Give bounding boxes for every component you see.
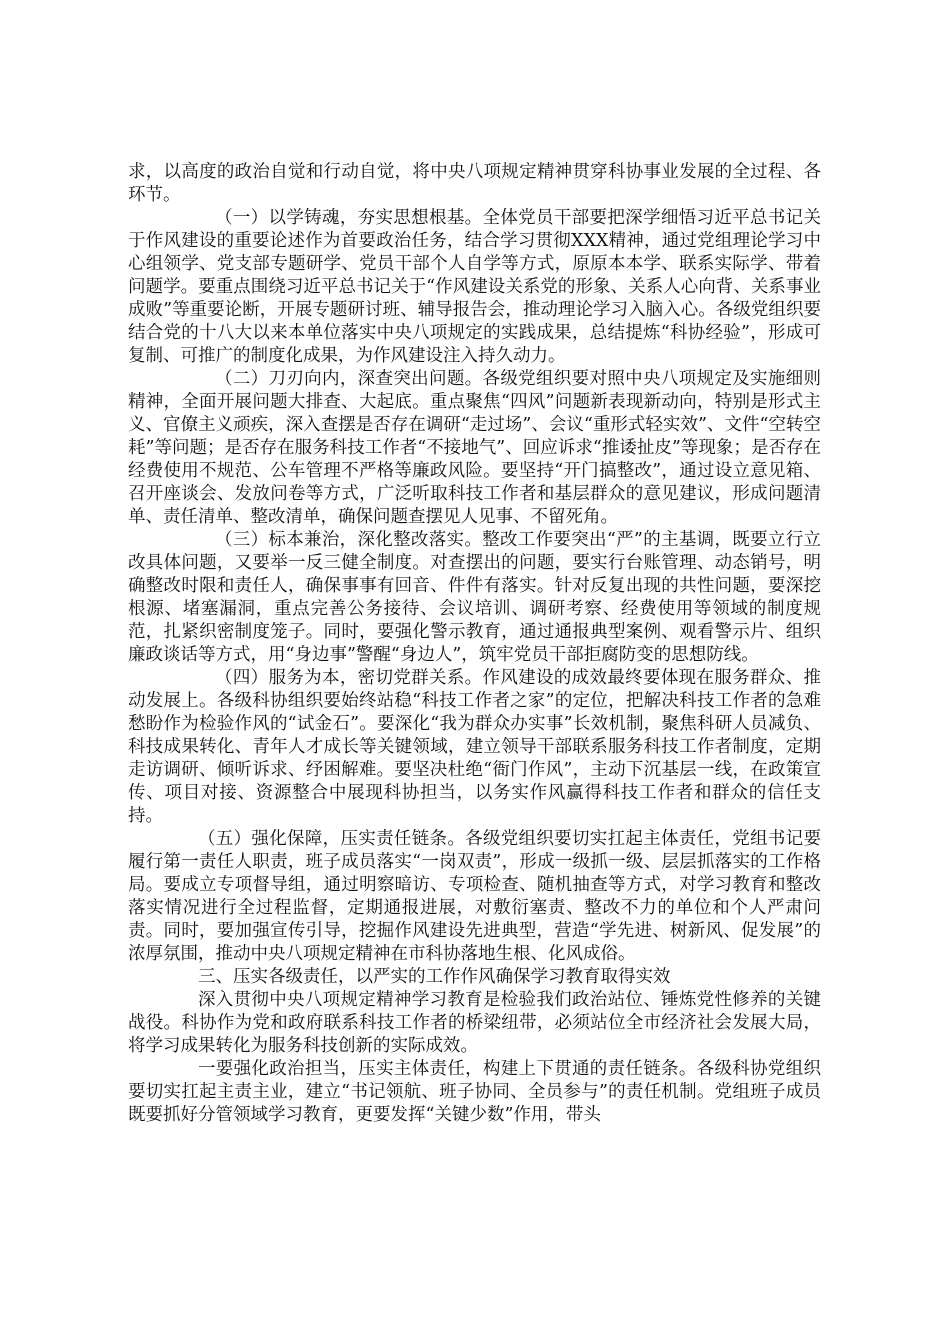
- paragraph-section-three: （三）标本兼治，深化整改落实。整改工作要突出“严”的主基调，既要立行立改具体问题，又要举一反三健全制度。对查摆出的问题，要实行台账管理、动态销号，明确整改时限和责任人，确保事事有回音、件件有落实。针对反复出现的共性问题，要深挖根源、堵塞漏洞，重点完善公务接待、会议培训、调研考察、经费使用等领域的制度规范，扎紧织密制度笼子。同时，要强化警示教育，通过通报典型案例、观看警示片、组织廉政谈话等方式，用“身边事”警醒“身边人”，筑牢党员干部拒腐防变的思想防线。: [128, 530, 821, 665]
- paragraph-responsibility-one: 一要强化政治担当，压实主体责任，构建上下贯通的责任链条。各级科协党组织要切实扛起主责主业，建立“书记领航、班子协同、全员参与”的责任机制。党组班子成员既要抓好分管领域学习教育，更要发挥“关键少数”作用，带头: [128, 1059, 821, 1125]
- paragraph-section-four: （四）服务为本，密切党群关系。作风建设的成效最终要体现在服务群众、推动发展上。各级科协组织要始终站稳“科技工作者之家”的定位，把解决科技工作者的急难愁盼作为检验作风的“试金石”。要深化“我为群众办实事”长效机制，聚焦科研人员减负、科技成果转化、青年人才成长等关键领域，建立领导干部联系服务科技工作者制度，定期走访调研、倾听诉求、纾困解难。要坚决杜绝“衙门作风”，主动下沉基层一线，在政策宣传、项目对接、资源整合中展现科协担当，以务实作风赢得科技工作者和群众的信任支持。: [128, 668, 821, 826]
- paragraph-section-three-intro: 深入贯彻中央八项规定精神学习教育是检验我们政治站位、锤炼党性修养的关键战役。科协作为党和政府联系科技工作者的桥梁纽带，必须站位全市经济社会发展大局，将学习成果转化为服务科技创新的实际成效。: [128, 990, 821, 1056]
- paragraph-continuation: 求，以高度的政治自觉和行动自觉，将中央八项规定精神贯穿科协事业发展的全过程、各环节。: [128, 162, 821, 205]
- paragraph-section-one: （一）以学铸魂，夯实思想根基。全体党员干部要把深学细悟习近平总书记关于作风建设的重要论述作为首要政治任务，结合学习贯彻XXX精神，通过党组理论学习中心组领学、党支部专题研学、党员干部个人自学等方式，原原本本学、联系实际学、带着问题学。要重点围绕习近平总书记关于“作风建设关系党的形象、关系人心向背、关系事业成败”等重要论断，开展专题研讨班、辅导报告会，推动理论学习入脑入心。各级党组织要结合党的十八大以来本单位落实中央八项规定的实践成果，总结提炼“科协经验”，形成可复制、可推广的制度化成果，为作风建设注入持久动力。: [128, 208, 821, 366]
- paragraph-section-five: （五）强化保障，压实责任链条。各级党组织要切实扛起主体责任，党组书记要履行第一责任人职责，班子成员落实“一岗双责”，形成一级抓一级、层层抓落实的工作格局。要成立专项督导组，通过明察暗访、专项检查、随机抽查等方式，对学习教育和整改落实情况进行全过程监督，定期通报进展，对敷衍塞责、整改不力的单位和个人严肃问责。同时，要加强宣传引导，挖掘作风建设先进典型，营造“学先进、树新风、促发展”的浓厚氛围，推动中央八项规定精神在市科协落地生根、化风成俗。: [128, 829, 821, 964]
- section-heading-three: 三、压实各级责任，以严实的工作作风确保学习教育取得实效: [198, 967, 671, 987]
- document-body: [128, 161, 821, 1127]
- paragraph-section-two: （二）刀刃向内，深查突出问题。各级党组织要对照中央八项规定及实施细则精神，全面开展问题大排查、大起底。重点聚焦“四风”问题新表现新动向，特别是形式主义、官僚主义顽疾，深入查摆是否存在调研“走过场”、会议“重形式轻实效”、文件“空转空耗”等问题；是否存在服务科技工作者“不接地气”、回应诉求“推诿扯皮”等现象；是否存在经费使用不规范、公车管理不严格等廉政风险。要坚持“开门搞整改”，通过设立意见箱、召开座谈会、发放问卷等方式，广泛听取科技工作者和基层群众的意见建议，形成问题清单、责任清单、整改清单，确保问题查摆见人见事、不留死角。: [128, 369, 821, 527]
